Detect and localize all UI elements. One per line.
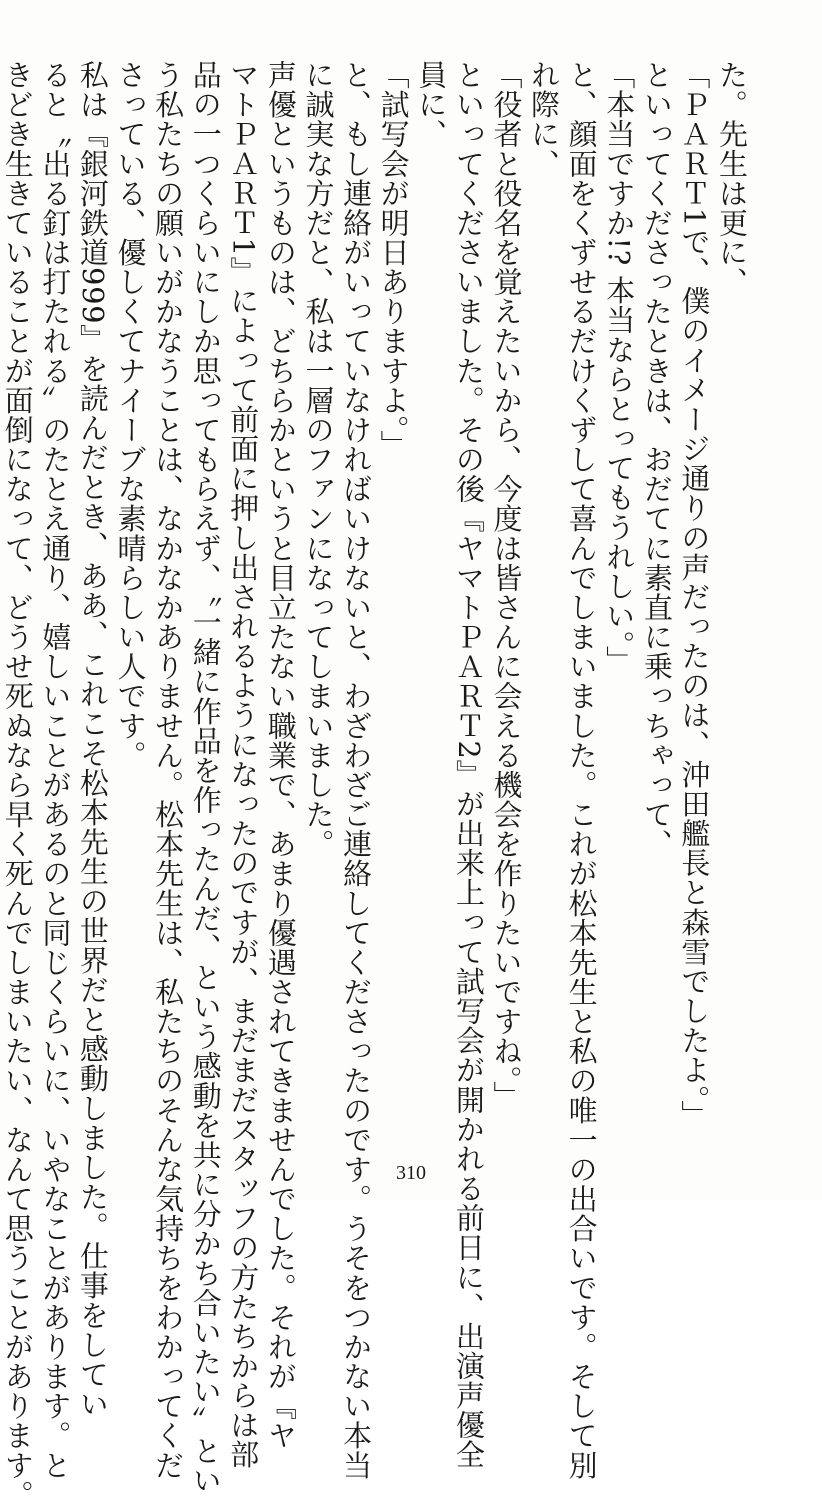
text-line: 員に、 (414, 60, 449, 149)
text-line: さっている、優しくてナイーブな素晴らしい人です。 (113, 60, 148, 770)
text-line: た。先生は更に、 (715, 60, 749, 297)
text-line: ると〝出る釘は打たれる〟のたとえ通り、嬉しいことがあるのと同じくらいに、いやなことがあります。と (38, 60, 73, 1480)
text-line: 「試写会が明日ありますよ。」 (376, 60, 411, 460)
text-line: 私は『銀河鉄道999』を読んだとき、ああ、これこそ松本先生の世界だと感動しました。仕事をしてい (75, 60, 110, 1419)
text-line: と、顔面をくずせるだけくずして喜んでしまいました。これが松本先生と私の唯一の出合いです。そして別 (564, 60, 599, 1480)
text-line: マトＰＡＲＴ1』によって前面に押し出されるようになったのですが、まだまだスタッフの方たちからは部 (226, 60, 261, 1470)
text-line: う私たちの願いがかなうことは、なかなかありません。松本先生は、私たちのそんな気持ちをわかってくだ (151, 60, 186, 1480)
text-line: と、もし連絡がいっていなければいけないと、わざわざご連絡してくださったのです。うそをつかない本当 (339, 60, 374, 1480)
text-line: 品の一つくらいにしか思ってもらえず、〝一緒に作品を作ったんだ、という感動を共に分かち合いたい〟とい (188, 60, 223, 1495)
page-number: 310 (396, 1162, 426, 1184)
text-line: 声優というものは、どちらかというと目立たない職業で、あまり優遇されてきませんでした。それが『ヤ (263, 60, 298, 1451)
text-line: 「役者と役名を覚えたいから、今度は皆さんに会える機会を作りたいですね。」 (489, 60, 524, 1111)
text-line: きどき生きていることが面倒になって、どうせ死ぬなら早く死んでしまいたい、なんて思うことがあります。 (0, 60, 35, 1509)
text-line: に誠実な方だと、私は一層のファンになってしまいました。 (301, 60, 336, 859)
text-line: といってくださったときは、おだてに素直に乗っちゃって、 (639, 60, 674, 859)
text-line: れ際に、 (527, 60, 562, 179)
text-line: といってくださいました。その後『ヤマトＰＡＲＴ2』が出来上って試写会が開かれる前日に、出演声優全 (451, 60, 486, 1470)
text-line: 「ＰＡＲＴ1で、僕のイメージ通りの声だったのは、沖田艦長と森雪でしたよ。」 (677, 60, 712, 1130)
text-line: 「本当ですか!? 本当ならとってもうれしい。」 (602, 60, 637, 676)
